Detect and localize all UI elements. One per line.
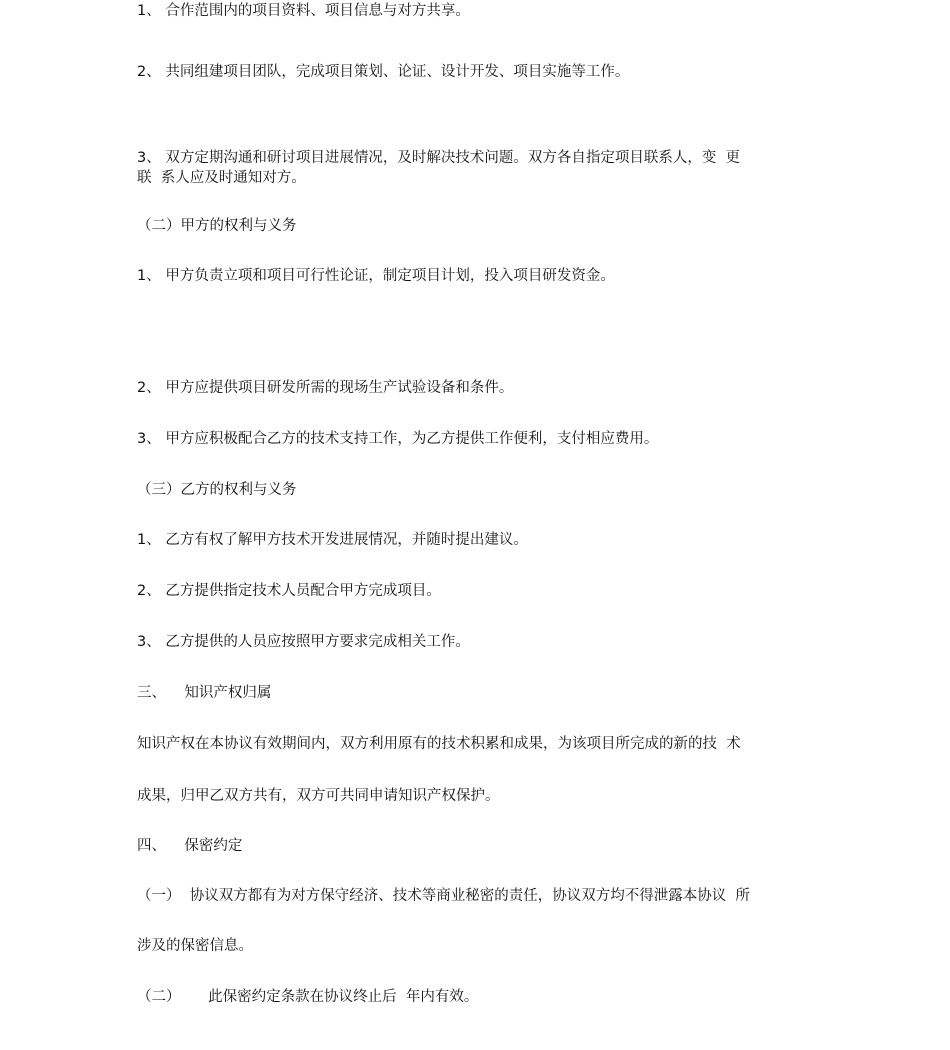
ip-paragraph: 知识产权在本协议有效期间内，双方利用原有的技术积累和成果，为该项目所完成的新的技 术 xyxy=(137,736,741,752)
section-heading-ip: 三、 知识产权归属 xyxy=(137,685,272,701)
section-heading-confidentiality: 四、 保密约定 xyxy=(137,838,243,854)
party-b-clause-1: 1、 乙方有权了解甲方技术开发进展情况，并随时提出建议。 xyxy=(137,532,528,548)
party-a-clause-2: 2、 甲方应提供项目研发所需的现场生产试验设备和条件。 xyxy=(137,380,514,396)
party-a-clause-3: 3、 甲方应积极配合乙方的技术支持工作，为乙方提供工作便利，支付相应费用。 xyxy=(137,431,659,447)
ip-paragraph-cont: 成果，归甲乙双方共有，双方可共同申请知识产权保护。 xyxy=(137,788,500,804)
section-heading-party-b: （三）乙方的权利与义务 xyxy=(137,482,297,498)
confidentiality-clause-2: （二） 此保密约定条款在协议终止后 年内有效。 xyxy=(137,989,479,1005)
cooperation-clause-2: 2、 共同组建项目团队，完成项目策划、论证、设计开发、项目实施等工作。 xyxy=(137,64,630,80)
confidentiality-clause-1-cont: 涉及的保密信息。 xyxy=(137,938,253,954)
cooperation-clause-3-cont: 联 系人应及时通知对方。 xyxy=(137,170,306,186)
cooperation-clause-3: 3、 双方定期沟通和研讨项目进展情况，及时解决技术问题。双方各自指定项目联系人，变 更 xyxy=(137,150,741,166)
confidentiality-clause-1: （一） 协议双方都有为对方保守经济、技术等商业秘密的责任，协议双方均不得泄露本协议 所 xyxy=(137,888,750,904)
party-b-clause-3: 3、 乙方提供的人员应按照甲方要求完成相关工作。 xyxy=(137,634,470,650)
party-a-clause-1: 1、 甲方负责立项和项目可行性论证，制定项目计划，投入项目研发资金。 xyxy=(137,268,615,284)
cooperation-clause-1: 1、 合作范围内的项目资料、项目信息与对方共享。 xyxy=(137,3,470,19)
party-b-clause-2: 2、 乙方提供指定技术人员配合甲方完成项目。 xyxy=(137,583,441,599)
section-heading-party-a: （二）甲方的权利与义务 xyxy=(137,218,297,234)
